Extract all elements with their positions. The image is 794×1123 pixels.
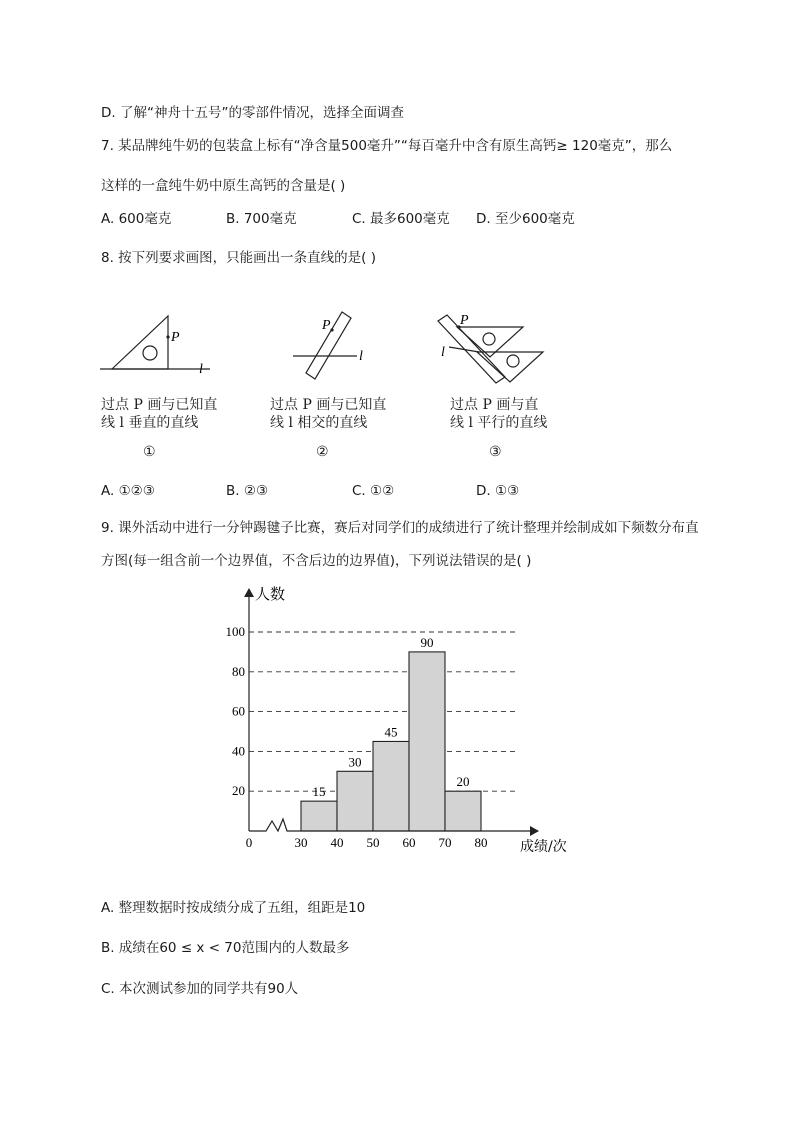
q8-fig3-ruler (438, 315, 505, 383)
q8-fig1-label-l: l (199, 362, 203, 377)
y-tick-60: 60 (232, 703, 245, 719)
q6-option-d: D. 了解“神舟十五号”的零部件情况，选择全面调查 (101, 105, 404, 121)
q8-figure-3 (435, 305, 550, 390)
x-tick-50: 50 (366, 835, 380, 850)
q8-fig3-number: ③ (489, 444, 502, 460)
bar-60-70 (409, 652, 445, 831)
q7-stem-line2: 这样的一盒纯牛奶中原生高钙的含量是( ) (101, 178, 346, 194)
y-axis-label: 人数 (255, 585, 286, 603)
bar-label-30-40: 15 (312, 784, 326, 800)
q8-fig1-label-p: P (171, 330, 180, 345)
y-tick-20: 20 (232, 783, 245, 799)
q8-fig3-caption-2: 线 l 平行的直线 (450, 415, 548, 431)
y-tick-100: 100 (225, 624, 245, 639)
q9-option-a[interactable]: A. 整理数据时按成绩分成了五组，组距是10 (101, 900, 366, 916)
x-tick-0: 0 (245, 835, 253, 850)
q8-fig2-caption-1: 过点 P 画与已知直 (270, 397, 387, 413)
y-tick-40: 40 (232, 743, 245, 759)
bar-50-60 (373, 741, 409, 831)
bar-40-50 (337, 771, 373, 831)
q8-fig1-point-p (166, 335, 169, 338)
q8-option-c[interactable]: C. ①② (352, 483, 395, 499)
q8-fig1-caption-1: 过点 P 画与已知直 (101, 397, 218, 413)
q7-stem-line1: 7. 某品牌纯牛奶的包装盒上标有“净含量500毫升”“每百毫升中含有原生高钙≥ 120毫克”，那么 (101, 138, 673, 154)
q7-option-c[interactable]: C. 最多600毫克 (352, 211, 450, 227)
frequency-histogram (220, 585, 580, 860)
q8-fig2-label-l: l (359, 349, 363, 364)
q8-fig1-caption-2: 线 l 垂直的直线 (101, 415, 199, 431)
q7-option-b[interactable]: B. 700毫克 (226, 211, 297, 227)
q8-stem: 8. 按下列要求画图，只能画出一条直线的是( ) (101, 250, 376, 266)
q8-fig3-label-p: P (460, 313, 469, 328)
bar-label-40-50: 30 (348, 754, 362, 770)
x-tick-60: 60 (402, 835, 416, 850)
q8-fig2-label-p: P (322, 318, 331, 333)
q8-fig1-set-square (112, 316, 168, 369)
q8-fig2-point-p (330, 328, 333, 331)
bar-label-70-80: 20 (456, 774, 470, 790)
q9-stem-line2: 方图(每一组含前一个边界值，不含后边的边界值)，下列说法错误的是( ) (101, 553, 532, 569)
q7-option-a[interactable]: A. 600毫克 (101, 211, 172, 227)
q9-stem-line1: 9. 课外活动中进行一分钟踢毽子比赛，赛后对同学们的成绩进行了统计整理并绘制成如下频数分布直 (101, 520, 699, 536)
q8-option-b[interactable]: B. ②③ (226, 483, 269, 499)
x-tick-30: 30 (294, 835, 308, 850)
x-tick-80: 80 (474, 835, 488, 850)
x-tick-40: 40 (330, 835, 344, 850)
q8-fig3-hole-1 (483, 333, 495, 345)
q7-option-d[interactable]: D. 至少600毫克 (476, 211, 575, 227)
q8-fig3-line-l (449, 347, 479, 352)
q8-fig2-number: ② (316, 444, 329, 460)
q8-option-d[interactable]: D. ①③ (476, 483, 520, 499)
bar-label-60-70: 90 (420, 634, 434, 650)
bar-70-80 (445, 791, 481, 831)
y-tick-80: 80 (232, 663, 245, 679)
x-tick-70: 70 (438, 835, 452, 850)
bar-label-50-60: 45 (384, 724, 398, 740)
q8-fig3-hole-2 (507, 355, 519, 367)
q8-figure-1 (95, 305, 225, 380)
q9-option-b[interactable]: B. 成绩在60 ≤ x < 70范围内的人数最多 (101, 940, 350, 956)
bar-30-40 (301, 801, 337, 831)
q8-option-a[interactable]: A. ①②③ (101, 483, 155, 499)
x-axis-label: 成绩/次 (520, 839, 567, 855)
q8-figure-2 (285, 305, 385, 385)
q9-option-c[interactable]: C. 本次测试参加的同学共有90人 (101, 981, 299, 997)
q8-fig3-caption-1: 过点 P 画与直 (450, 397, 539, 413)
q8-fig3-label-l: l (441, 345, 445, 360)
q8-fig1-hole (143, 346, 157, 360)
q8-fig1-number: ① (143, 444, 156, 460)
q8-fig2-caption-2: 线 l 相交的直线 (270, 415, 368, 431)
